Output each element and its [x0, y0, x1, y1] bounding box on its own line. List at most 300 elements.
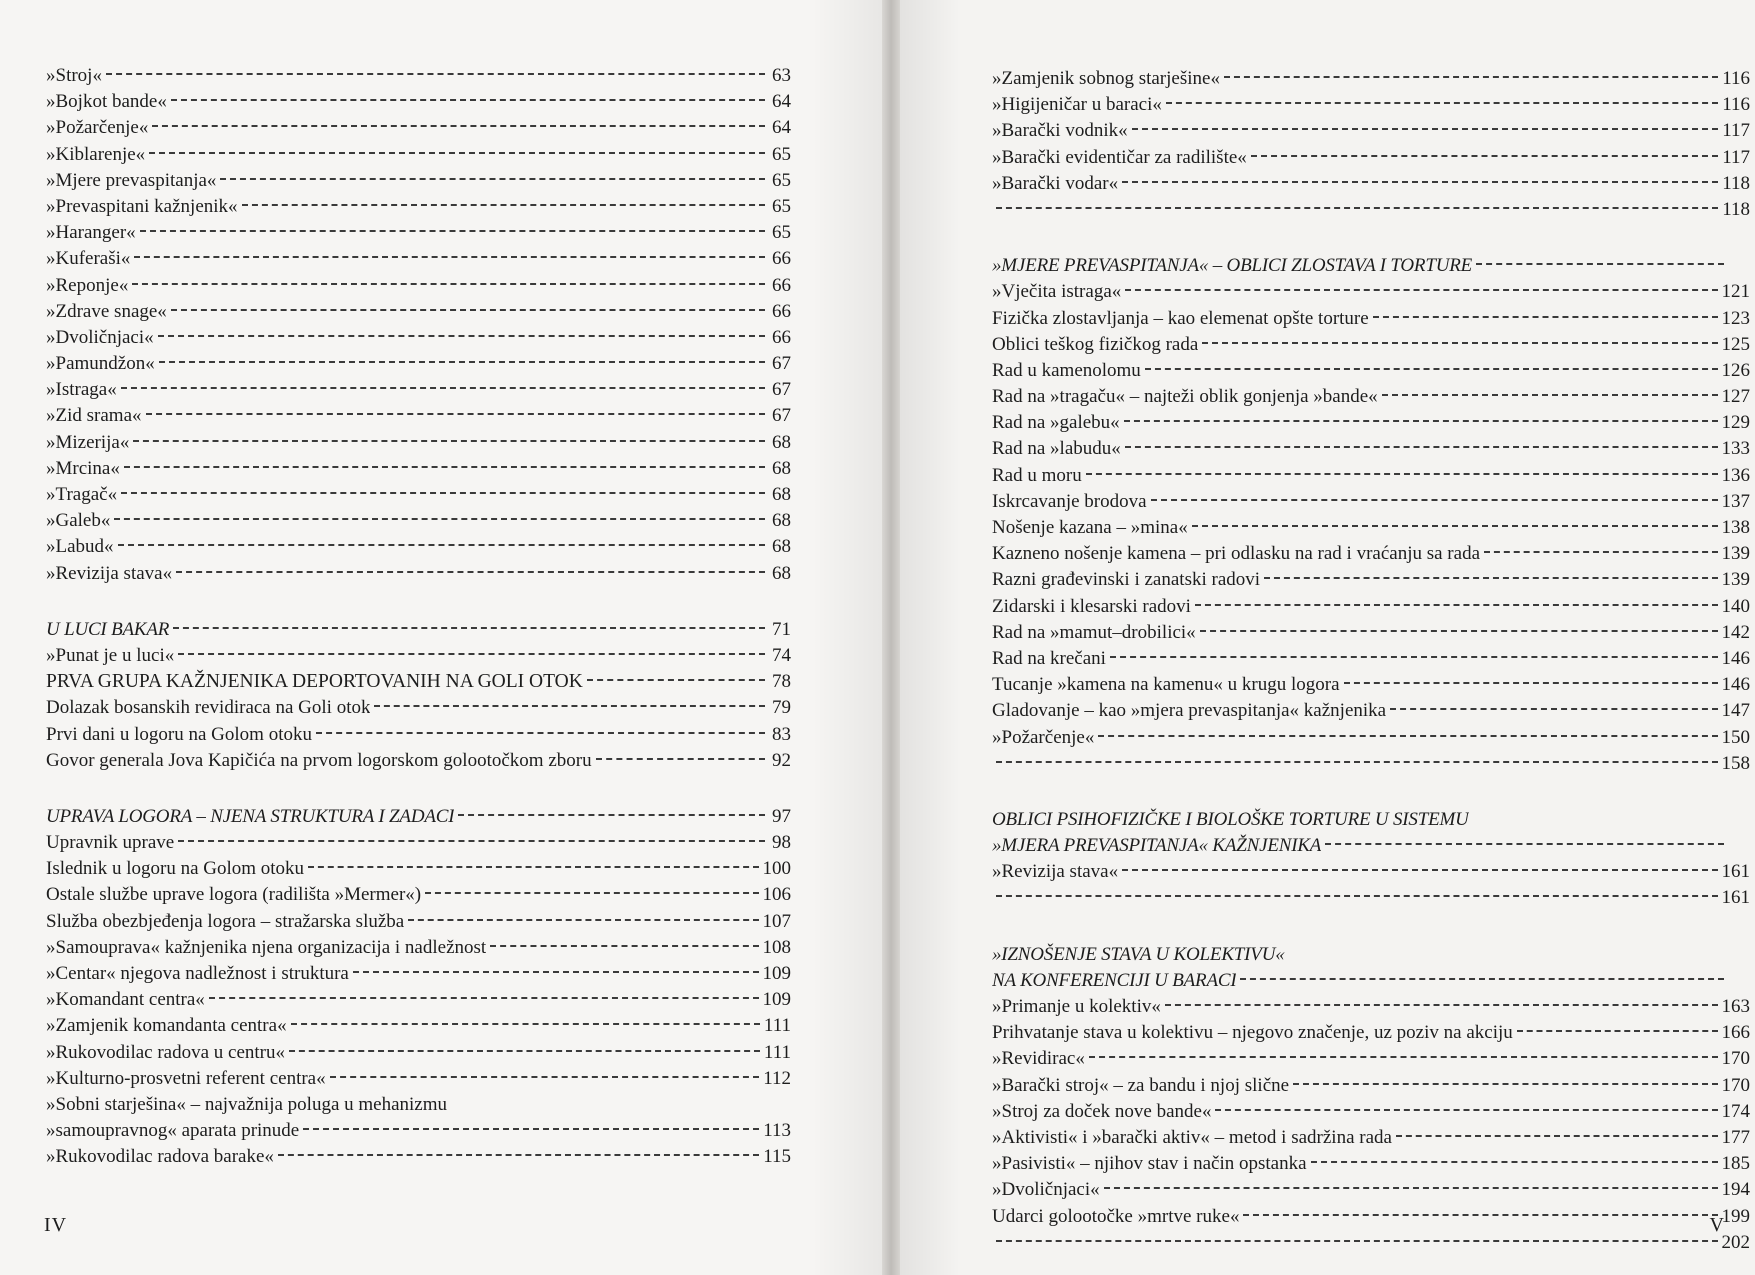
toc-entry — [992, 410, 1750, 436]
toc-entry-title: »Haranger« — [46, 222, 136, 244]
dot-leader — [149, 152, 765, 154]
toc-entry-page: 140 — [1721, 595, 1750, 617]
toc-list-left — [46, 63, 791, 1171]
toc-entry — [46, 935, 791, 961]
toc-entry-page: 118 — [1722, 198, 1750, 220]
toc-entry — [992, 171, 1750, 197]
dot-leader — [330, 1076, 760, 1078]
toc-entry — [46, 482, 791, 508]
toc-entry — [992, 1073, 1750, 1099]
dot-leader — [374, 705, 765, 707]
toc-entry-page: 147 — [1721, 700, 1750, 722]
toc-entry-page: 68 — [772, 431, 791, 453]
toc-entry-title: Nošenje kazana – »mina« — [992, 517, 1188, 538]
toc-entry — [992, 92, 1750, 118]
dot-leader — [996, 207, 1718, 209]
toc-section-heading — [46, 804, 791, 830]
toc-entry-page: 64 — [772, 91, 791, 113]
toc-entry — [46, 722, 791, 748]
toc-entry — [992, 384, 1750, 410]
toc-entry-title: »Istraga« — [46, 379, 117, 401]
toc-entry-title: »Komandant centra« — [46, 989, 205, 1011]
toc-entry-page: 115 — [763, 1146, 791, 1168]
toc-entry-title: Oblici teškog fizičkog rada — [992, 333, 1199, 355]
toc-entry — [46, 246, 791, 272]
toc-entry — [46, 1013, 791, 1039]
toc-entry-title: »Galeb« — [46, 510, 111, 532]
toc-entry — [992, 698, 1750, 724]
page-number: V — [1709, 1214, 1725, 1236]
dot-leader — [1124, 420, 1718, 422]
toc-entry — [46, 830, 791, 856]
toc-entry-page: 112 — [763, 1067, 791, 1089]
toc-entry-title: »Revizija stava« — [992, 861, 1119, 883]
toc-entry — [46, 1066, 791, 1092]
toc-entry-title: Rad na »labudu« — [992, 438, 1121, 460]
toc-entry — [992, 279, 1750, 305]
toc-entry — [992, 118, 1750, 144]
toc-list-right — [992, 66, 1750, 1256]
toc-entry-title: Govor generala Jova Kapičića na prvom logorskom golootočkom zboru — [46, 749, 592, 771]
dot-leader — [596, 758, 765, 760]
section-spacer — [46, 774, 791, 804]
toc-entry — [992, 751, 1750, 777]
dot-leader — [303, 1128, 759, 1130]
dot-leader — [1476, 263, 1724, 265]
toc-entry-title: »Sobni starješina« – najvažnija poluga u mehanizmu — [46, 1093, 448, 1115]
toc-entry — [46, 63, 791, 89]
toc-entry-title: »MJERE PREVASPITANJA« – OBLICI ZLOSTAVA I TORTURE — [992, 255, 1473, 277]
toc-entry-page: 116 — [1722, 68, 1750, 89]
toc-entry — [46, 856, 791, 882]
toc-entry-title: »Zamjenik sobnog starješine« — [992, 68, 1220, 89]
toc-entry — [992, 358, 1750, 384]
toc-entry-title: Rad na »mamut–drobilici« — [992, 621, 1196, 643]
toc-entry-title: »Samouprava« kažnjenika njena organizacija i nadležnost — [46, 936, 487, 958]
dot-leader — [996, 761, 1718, 763]
toc-entry-page: 66 — [772, 326, 791, 348]
toc-entry-page: 199 — [1721, 1205, 1750, 1227]
dot-leader — [158, 335, 765, 337]
toc-entry-page: 166 — [1721, 1022, 1750, 1044]
dot-leader — [425, 892, 758, 894]
toc-entry — [46, 643, 791, 669]
toc-entry-title: Prvi dani u logoru na Golom otoku — [46, 723, 312, 745]
toc-entry-page: 68 — [772, 457, 791, 479]
toc-entry-page: 113 — [763, 1120, 791, 1142]
toc-entry-page: 123 — [1721, 307, 1750, 329]
toc-entry-title: Islednik u logoru na Golom otoku — [46, 858, 305, 880]
dot-leader — [171, 99, 765, 101]
dot-leader — [278, 1154, 759, 1156]
toc-entry-page: 63 — [772, 65, 791, 86]
toc-entry — [46, 220, 791, 246]
toc-entry-page: 92 — [772, 749, 791, 771]
toc-entry-page: 121 — [1721, 281, 1750, 303]
toc-entry-page: 194 — [1721, 1179, 1750, 1201]
dot-leader — [1104, 1187, 1718, 1189]
toc-entry-title: Dolazak bosanskih revidiraca na Goli otok — [46, 697, 371, 719]
dot-leader — [353, 971, 759, 973]
toc-entry-title: »Barački stroj« – za bandu i njoj slične — [992, 1074, 1290, 1096]
toc-entry-page: 68 — [772, 562, 791, 584]
toc-entry — [992, 646, 1750, 672]
dot-leader — [1243, 1214, 1717, 1216]
dot-leader — [220, 178, 765, 180]
toc-entry — [992, 672, 1750, 698]
dot-leader — [1145, 368, 1718, 370]
toc-entry — [992, 306, 1750, 332]
toc-entry-title: Rad u kamenolomu — [992, 359, 1141, 381]
dot-leader — [118, 544, 765, 546]
toc-entry-page: 163 — [1721, 996, 1750, 1017]
toc-entry-page: 100 — [762, 858, 791, 880]
dot-leader — [1373, 316, 1718, 318]
toc-entry-page: 79 — [772, 697, 791, 719]
dot-leader — [1086, 473, 1718, 475]
toc-entry-title: »Pamundžon« — [46, 353, 155, 375]
toc-entry-title: »Barački vodnik« — [992, 120, 1128, 142]
page-curl-shadow — [812, 0, 882, 1275]
toc-entry-page: 170 — [1721, 1048, 1750, 1070]
toc-entry — [46, 273, 791, 299]
toc-entry-page: 139 — [1721, 569, 1750, 591]
toc-entry-page: 174 — [1721, 1100, 1750, 1122]
dot-leader — [1200, 630, 1718, 632]
dot-leader — [134, 256, 765, 258]
toc-entry-title: »Mizerija« — [46, 431, 130, 453]
toc-entry-page: 68 — [772, 536, 791, 558]
toc-entry-title: »Stroj za doček nove bande« — [992, 1100, 1212, 1122]
toc-entry — [992, 567, 1750, 593]
toc-entry-title: Tucanje »kamena na kamenu« u krugu logora — [992, 674, 1340, 696]
toc-entry — [46, 1040, 791, 1066]
dot-leader — [1195, 604, 1718, 606]
section-spacer — [992, 223, 1750, 253]
toc-entry-title: »Mrcina« — [46, 457, 120, 479]
dot-leader — [146, 413, 765, 415]
dot-leader — [996, 1240, 1718, 1242]
toc-entry-page: 74 — [772, 644, 791, 666]
toc-entry-page: 97 — [772, 805, 791, 827]
toc-entry-title: »Kiblarenje« — [46, 143, 146, 165]
toc-entry-page: 65 — [772, 195, 791, 217]
toc-entry-title: »Primanje u kolektiv« — [992, 996, 1161, 1017]
toc-entry-title: »Prevaspitani kažnjenik« — [46, 195, 238, 217]
toc-entry — [992, 1046, 1750, 1072]
section-spacer — [46, 587, 791, 617]
page-curl-shadow — [900, 0, 960, 1275]
toc-entry-page: 161 — [1721, 887, 1750, 909]
toc-entry-page: 136 — [1721, 464, 1750, 486]
toc-entry-page: 150 — [1721, 726, 1750, 748]
toc-entry-page: 158 — [1721, 752, 1750, 774]
dot-leader — [1151, 499, 1718, 501]
toc-entry — [46, 142, 791, 168]
toc-entry-title: »Barački vodar« — [992, 172, 1119, 194]
dot-leader — [1192, 525, 1718, 527]
toc-entry — [992, 197, 1750, 223]
dot-leader — [178, 653, 765, 655]
dot-leader — [1390, 708, 1717, 710]
toc-entry-page: 64 — [772, 117, 791, 139]
dot-leader — [316, 732, 765, 734]
dot-leader — [121, 387, 765, 389]
toc-entry-page: 68 — [772, 510, 791, 532]
toc-entry-page: 126 — [1721, 359, 1750, 381]
toc-entry — [46, 1118, 791, 1144]
toc-entry-page: 68 — [772, 484, 791, 505]
toc-entry-title: »Zid srama« — [46, 405, 142, 427]
section-spacer — [992, 777, 1750, 807]
toc-entry-title: »Zdrave snage« — [46, 300, 167, 322]
toc-entry-title: Prihvatanje stava u kolektivu – njegovo značenje, uz poziv na akciju — [992, 1022, 1513, 1044]
toc-entry-page: 118 — [1722, 172, 1750, 194]
toc-entry-title: Rad na »tragaču« – najteži oblik gonjenja »bande« — [992, 386, 1378, 408]
toc-entry — [992, 489, 1750, 515]
toc-entry — [46, 561, 791, 587]
toc-entry-page: 65 — [772, 222, 791, 244]
toc-entry-page: 129 — [1721, 412, 1750, 434]
right-page — [900, 0, 1755, 1275]
toc-entry-title: »Mjere prevaspitanja« — [46, 169, 217, 191]
dot-leader — [587, 679, 765, 681]
toc-entry-title: UPRAVA LOGORA – NJENA STRUKTURA I ZADACI — [46, 805, 455, 827]
toc-entry — [992, 145, 1750, 171]
toc-entry — [992, 725, 1750, 751]
toc-entry — [46, 695, 791, 721]
dot-leader — [1125, 289, 1717, 291]
toc-entry-title: »Punat je u luci« — [46, 644, 175, 666]
toc-entry-title: »Reponje« — [46, 274, 129, 296]
toc-entry — [992, 66, 1750, 92]
toc-entry-page: 111 — [763, 1015, 791, 1037]
dot-leader — [1098, 735, 1717, 737]
toc-entry-title: »samoupravnog« aparata prinude — [46, 1120, 300, 1142]
dot-leader — [1089, 1056, 1718, 1058]
toc-entry-title: Rad na krečani — [992, 647, 1106, 669]
toc-entry-page: 177 — [1721, 1126, 1750, 1148]
toc-entry-page: 116 — [1722, 94, 1750, 116]
toc-entry-page: 109 — [762, 963, 791, 984]
dot-leader — [133, 440, 765, 442]
toc-entry — [992, 436, 1750, 462]
toc-entry — [46, 377, 791, 403]
toc-entry-page: 170 — [1721, 1074, 1750, 1096]
toc-entry-page: 107 — [762, 910, 791, 932]
toc-entry-page: 109 — [762, 989, 791, 1011]
dot-leader — [289, 1050, 760, 1052]
toc-entry — [992, 594, 1750, 620]
toc-entry-page: 66 — [772, 248, 791, 270]
dot-leader — [242, 204, 765, 206]
toc-entry-title: »Rukovodilac radova barake« — [46, 1146, 274, 1168]
toc-entry-page: 106 — [762, 884, 791, 906]
dot-leader — [1484, 551, 1718, 553]
toc-section-heading — [46, 617, 791, 643]
dot-leader — [458, 814, 765, 816]
toc-entry — [46, 961, 791, 987]
dot-leader — [152, 125, 765, 127]
toc-entry-title: »Rukovodilac radova u centru« — [46, 1041, 286, 1063]
dot-leader — [1166, 102, 1718, 104]
dot-leader — [171, 309, 765, 311]
toc-entry-title: »IZNOŠENJE STAVA U KOLEKTIVU« — [992, 943, 1285, 965]
toc-entry-page: 67 — [772, 379, 791, 401]
toc-entry — [46, 115, 791, 141]
toc-entry-page: 83 — [772, 723, 791, 745]
dot-leader — [132, 283, 765, 285]
toc-entry-title: »Bojkot bande« — [46, 91, 167, 113]
toc-entry-title: »Revidirac« — [992, 1048, 1085, 1070]
dot-leader — [159, 361, 765, 363]
dot-leader — [1382, 394, 1718, 396]
toc-entry-page: 78 — [772, 671, 791, 693]
toc-entry-page: 202 — [1721, 1231, 1750, 1253]
toc-entry-title: Udarci golootočke »mrtve ruke« — [992, 1205, 1240, 1227]
toc-entry — [992, 885, 1750, 911]
dot-leader — [1215, 1109, 1717, 1111]
toc-entry-title: NA KONFERENCIJI U BARACI — [992, 969, 1237, 991]
toc-entry-title: »Zamjenik komandanta centra« — [46, 1015, 287, 1037]
dot-leader — [106, 73, 765, 75]
toc-entry — [992, 332, 1750, 358]
toc-entry-title: »Kuferaši« — [46, 248, 131, 270]
toc-entry-page: 185 — [1721, 1153, 1750, 1175]
dot-leader — [1202, 342, 1717, 344]
toc-entry — [46, 669, 791, 695]
dot-leader — [1165, 1004, 1718, 1006]
toc-entry-page: 117 — [1722, 120, 1750, 142]
toc-entry-title: »Aktivisti« i »barački aktiv« – metod i sadržina rada — [992, 1126, 1392, 1148]
dot-leader — [1344, 682, 1718, 684]
toc-section-heading — [992, 942, 1750, 968]
toc-entry-page: 138 — [1721, 517, 1750, 538]
toc-entry-title: »Centar« njegova nadležnost i struktura — [46, 963, 349, 984]
toc-entry-title: Ostale službe uprave logora (radilišta »Mermer«) — [46, 884, 422, 906]
toc-entry-title: »Dvoličnjaci« — [46, 326, 154, 348]
toc-entry-title: Rad u moru — [992, 464, 1082, 486]
toc-section-heading — [992, 833, 1750, 859]
toc-entry-title: Fizička zlostavljanja – kao elemenat opšte torture — [992, 307, 1369, 329]
toc-entry — [46, 351, 791, 377]
toc-entry-page: 127 — [1721, 386, 1750, 408]
section-spacer — [992, 912, 1750, 942]
toc-entry — [992, 463, 1750, 489]
toc-entry-page: 108 — [762, 936, 791, 958]
dot-leader — [1132, 128, 1719, 130]
toc-entry — [992, 859, 1750, 885]
toc-entry-title: »Barački evidentičar za radilište« — [992, 146, 1247, 168]
toc-entry — [992, 1125, 1750, 1151]
toc-entry — [46, 882, 791, 908]
toc-entry — [46, 299, 791, 325]
toc-entry-title: Rad na »galebu« — [992, 412, 1120, 434]
toc-entry-page: 139 — [1721, 543, 1750, 565]
dot-leader — [176, 571, 765, 573]
dot-leader — [114, 518, 765, 520]
toc-entry-title: »Vječita istraga« — [992, 281, 1122, 303]
book-gutter — [882, 0, 900, 1275]
toc-entry-page: 146 — [1721, 647, 1750, 669]
dot-leader — [1224, 76, 1718, 78]
toc-entry — [46, 987, 791, 1013]
dot-leader — [308, 866, 758, 868]
dot-leader — [1251, 155, 1718, 157]
toc-entry-page: 66 — [772, 274, 791, 296]
toc-entry-title: »Kulturno-prosvetni referent centra« — [46, 1067, 326, 1089]
toc-entry — [992, 515, 1750, 541]
toc-entry-title: OBLICI PSIHOFIZIČKE I BIOLOŠKE TORTURE U SISTEMU — [992, 808, 1469, 830]
toc-entry — [46, 508, 791, 534]
toc-entry — [46, 1144, 791, 1170]
toc-entry-page: 111 — [763, 1041, 791, 1063]
toc-entry-title: »Higijeničar u baraci« — [992, 94, 1162, 116]
toc-entry — [46, 748, 791, 774]
toc-entry-title: Upravnik uprave — [46, 832, 175, 854]
toc-entry-title: Zidarski i klesarski radovi — [992, 595, 1191, 617]
toc-entry-page: 65 — [772, 169, 791, 191]
toc-entry — [992, 1020, 1750, 1046]
toc-entry-title: »Dvoličnjaci« — [992, 1179, 1100, 1201]
dot-leader — [209, 997, 759, 999]
dot-leader — [1125, 446, 1718, 448]
toc-entry — [46, 168, 791, 194]
dot-leader — [173, 627, 765, 629]
toc-entry-title: »Revizija stava« — [46, 562, 173, 584]
toc-entry-title: »Stroj« — [46, 65, 102, 86]
toc-entry — [992, 1099, 1750, 1125]
toc-entry — [46, 909, 791, 935]
dot-leader — [178, 840, 765, 842]
toc-entry-page: 137 — [1721, 490, 1750, 512]
dot-leader — [1311, 1161, 1718, 1163]
toc-entry — [992, 1230, 1750, 1256]
toc-section-heading — [992, 253, 1750, 279]
dot-leader — [1264, 577, 1717, 579]
toc-entry — [46, 89, 791, 115]
toc-entry-page: 98 — [772, 832, 791, 854]
dot-leader — [1517, 1030, 1718, 1032]
dot-leader — [1122, 181, 1718, 183]
toc-entry — [46, 194, 791, 220]
toc-entry-title: U LUCI BAKAR — [46, 618, 170, 640]
dot-leader — [1122, 869, 1717, 871]
toc-entry-title: Iskrcavanje brodova — [992, 490, 1147, 512]
toc-entry — [46, 456, 791, 482]
toc-entry-page: 67 — [772, 353, 791, 375]
toc-entry-title: »Pasivisti« – njihov stav i način opstanka — [992, 1153, 1307, 1175]
toc-entry-title: Gladovanje – kao »mjera prevaspitanja« kažnjenika — [992, 700, 1387, 722]
toc-section-heading — [992, 807, 1750, 833]
toc-entry-title: Kazneno nošenje kamena – pri odlasku na rad i vraćanju sa rada — [992, 543, 1480, 565]
toc-entry-title: »Požarčenje« — [992, 726, 1095, 748]
toc-entry — [46, 325, 791, 351]
toc-entry-page: 142 — [1721, 621, 1750, 643]
toc-entry-title: »MJERA PREVASPITANJA« KAŽNJENIKA — [992, 835, 1322, 857]
toc-entry-page: 66 — [772, 300, 791, 322]
toc-entry-page: 146 — [1721, 674, 1750, 696]
toc-entry-title: Služba obezbjeđenja logora – stražarska služba — [46, 910, 405, 932]
toc-entry-title: »Labud« — [46, 536, 114, 558]
toc-entry — [46, 403, 791, 429]
dot-leader — [140, 230, 765, 232]
toc-entry-page: 65 — [772, 143, 791, 165]
toc-entry-page: 133 — [1721, 438, 1750, 460]
page-number: IV — [44, 1214, 68, 1236]
dot-leader — [996, 895, 1718, 897]
toc-entry — [992, 1151, 1750, 1177]
